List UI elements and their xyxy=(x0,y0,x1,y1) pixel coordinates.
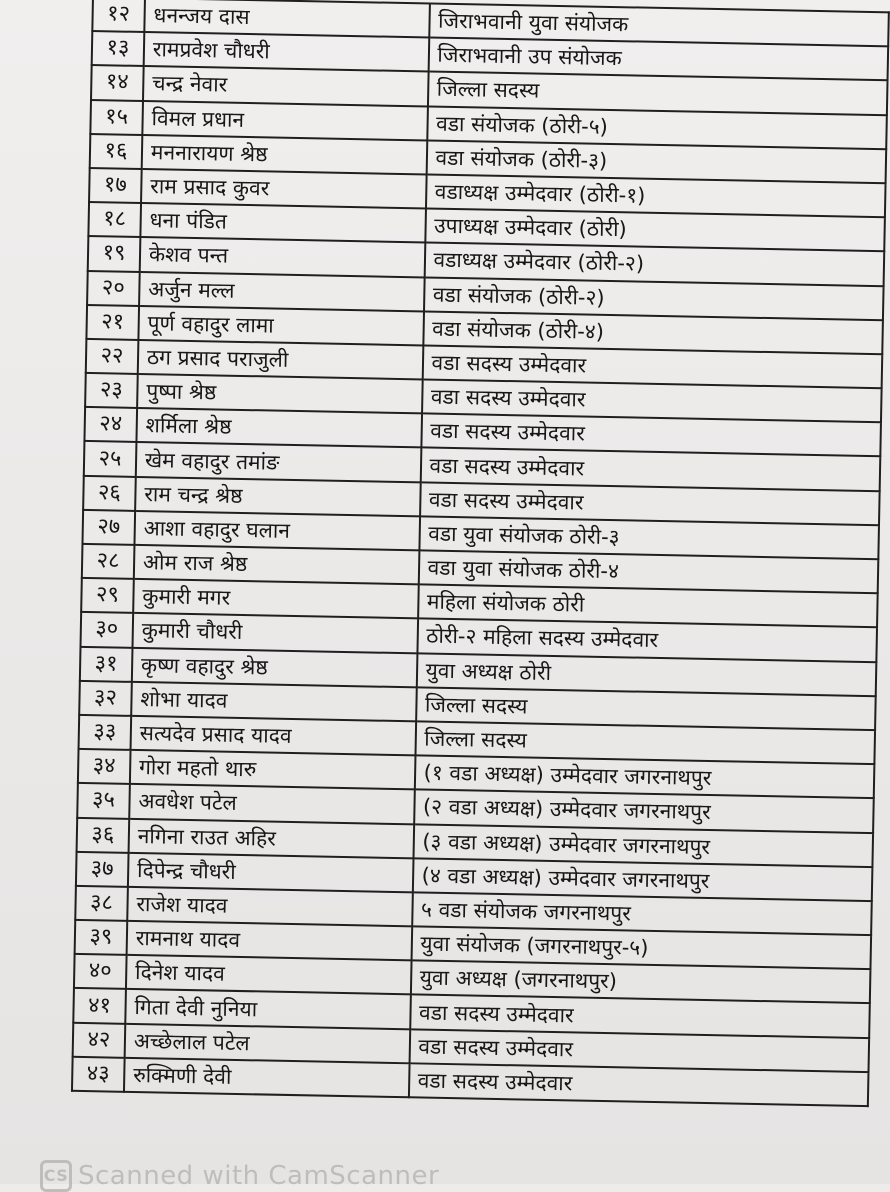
name-cell: केशव पन्त xyxy=(140,237,425,277)
name-cell: पूर्ण वहादुर लामा xyxy=(138,306,423,346)
serial-number-cell: ३१ xyxy=(80,646,133,681)
camscanner-watermark xyxy=(40,1160,439,1192)
serial-number-cell: २३ xyxy=(85,373,138,408)
serial-number-cell: २८ xyxy=(82,544,135,579)
name-cell: अवधेश पटेल xyxy=(129,784,414,824)
role-cell: वडा संयोजक (ठोरी-२) xyxy=(424,277,884,320)
serial-number-cell: २० xyxy=(87,270,140,305)
watermark-text: Scanned with CamScanner xyxy=(78,1161,440,1191)
role-cell: वडा सदस्य उम्मेदवार xyxy=(422,345,882,388)
name-cell: धनन्जय दास xyxy=(144,0,429,38)
serial-number-cell: ४० xyxy=(74,954,127,989)
member-table-body xyxy=(72,0,889,1106)
role-cell: वडा सदस्य उम्मेदवार xyxy=(421,414,881,457)
name-cell: कुमारी चौधरी xyxy=(132,613,417,653)
serial-number-cell: ३२ xyxy=(79,681,132,716)
name-cell: कृष्ण वहादुर श्रेष्ठ xyxy=(132,647,417,687)
role-cell: वडाध्यक्ष उम्मेदवार (ठोरी-२) xyxy=(424,243,884,286)
role-cell: वडा युवा संयोजक ठोरी-३ xyxy=(419,516,879,559)
serial-number-cell: ३५ xyxy=(77,783,130,818)
role-cell: युवा अध्यक्ष (जगरनाथपुर) xyxy=(410,961,870,1004)
role-cell: वडा सदस्य उम्मेदवार xyxy=(408,1063,868,1106)
name-cell: अर्जुन मल्ल xyxy=(139,271,424,311)
name-cell: गिता देवी नुनिया xyxy=(125,989,410,1029)
name-cell: रामप्रवेश चौधरी xyxy=(144,32,429,72)
role-cell: वडा सदस्य उम्मेदवार xyxy=(420,448,880,491)
role-cell: वडा सदस्य उम्मेदवार xyxy=(420,482,880,525)
role-cell: वडा संयोजक (ठोरी-४) xyxy=(423,311,883,354)
serial-number-cell: १४ xyxy=(91,65,144,100)
role-cell: जिराभवानी उप संयोजक xyxy=(428,38,888,81)
serial-number-cell: २१ xyxy=(86,305,139,340)
role-cell: (३ वडा अध्यक्ष) उम्मेदवार जगरनाथपुर xyxy=(413,824,873,867)
name-cell: चन्द्र नेवार xyxy=(143,66,428,106)
name-cell: दिपेन्द्र चौधरी xyxy=(128,853,413,893)
name-cell: गोरा महतो थारु xyxy=(130,750,415,790)
serial-number-cell: ४३ xyxy=(72,1057,125,1092)
serial-number-cell: ३६ xyxy=(77,817,130,852)
serial-number-cell: ३३ xyxy=(79,715,132,750)
role-cell: ५ वडा संयोजक जगरनाथपुर xyxy=(412,892,872,935)
serial-number-cell: १५ xyxy=(90,100,143,135)
name-cell: राम चन्द्र श्रेष्ठ xyxy=(135,477,420,517)
role-cell: जिल्ला सदस्य xyxy=(416,687,876,730)
role-cell: युवा अध्यक्ष ठोरी xyxy=(416,653,876,696)
serial-number-cell: १२ xyxy=(92,0,145,32)
name-cell: सत्यदेव प्रसाद यादव xyxy=(130,716,415,756)
role-cell: युवा संयोजक (जगरनाथपुर-५) xyxy=(411,926,871,969)
name-cell: अच्छेलाल पटेल xyxy=(125,1023,410,1063)
role-cell: (१ वडा अध्यक्ष) उम्मेदवार जगरनाथपुर xyxy=(414,755,874,798)
role-cell: वडा युवा संयोजक ठोरी-४ xyxy=(418,550,878,593)
name-cell: रुक्मिणी देवी xyxy=(124,1058,409,1098)
role-cell: (४ वडा अध्यक्ष) उम्मेदवार जगरनाथपुर xyxy=(412,858,872,901)
serial-number-cell: ३९ xyxy=(75,920,128,955)
serial-number-cell: ३४ xyxy=(78,749,131,784)
name-cell: राजेश यादव xyxy=(127,887,412,927)
serial-number-cell: ४२ xyxy=(73,1022,126,1057)
serial-number-cell: १९ xyxy=(88,236,141,271)
member-table xyxy=(71,0,890,1107)
serial-number-cell: १६ xyxy=(90,134,143,169)
serial-number-cell: २६ xyxy=(83,476,136,511)
name-cell: रामनाथ यादव xyxy=(127,921,412,961)
role-cell: ठोरी-२ महिला सदस्य उम्मेदवार xyxy=(417,619,877,662)
serial-number-cell: २५ xyxy=(84,441,137,476)
role-cell: वडा सदस्य उम्मेदवार xyxy=(410,995,870,1038)
role-cell: महिला संयोजक ठोरी xyxy=(418,585,878,628)
serial-number-cell: २९ xyxy=(81,578,134,613)
name-cell: मननारायण श्रेष्ठ xyxy=(142,135,427,175)
role-cell: जिल्ला सदस्य xyxy=(415,721,875,764)
name-cell: नगिना राउत अहिर xyxy=(128,818,413,858)
role-cell: जिराभवानी युवा संयोजक xyxy=(429,3,889,46)
serial-number-cell: २२ xyxy=(86,339,139,374)
name-cell: कुमारी मगर xyxy=(133,579,418,619)
table-sheet xyxy=(71,0,890,1107)
serial-number-cell: १८ xyxy=(88,202,141,237)
name-cell: शर्मिला श्रेष्ठ xyxy=(136,408,421,448)
name-cell: आशा वहादुर घलान xyxy=(134,511,419,551)
camscanner-logo-icon: CS xyxy=(40,1160,72,1192)
role-cell: वडा सदस्य उम्मेदवार xyxy=(409,1029,869,1072)
serial-number-cell: ३० xyxy=(81,612,134,647)
serial-number-cell: ३८ xyxy=(75,886,128,921)
role-cell: (२ वडा अध्यक्ष) उम्मेदवार जगरनाथपुर xyxy=(414,790,874,833)
role-cell: उपाध्यक्ष उम्मेदवार (ठोरी) xyxy=(425,209,885,252)
serial-number-cell: २७ xyxy=(82,510,135,545)
name-cell: ठग प्रसाद पराजुली xyxy=(138,340,423,380)
serial-number-cell: ३७ xyxy=(76,852,129,887)
name-cell: ओम राज श्रेष्ठ xyxy=(134,545,419,585)
name-cell: विमल प्रधान xyxy=(142,101,427,141)
role-cell: वडा संयोजक (ठोरी-५) xyxy=(427,106,887,149)
serial-number-cell: २४ xyxy=(84,407,137,442)
name-cell: धना पंडित xyxy=(140,203,425,243)
role-cell: वडाध्यक्ष उम्मेदवार (ठोरी-१) xyxy=(425,174,885,217)
name-cell: पुष्पा श्रेष्ठ xyxy=(137,374,422,414)
role-cell: वडा संयोजक (ठोरी-३) xyxy=(426,140,886,183)
role-cell: जिल्ला सदस्य xyxy=(427,72,887,115)
serial-number-cell: १७ xyxy=(89,168,142,203)
serial-number-cell: ४१ xyxy=(73,988,126,1023)
serial-number-cell: १३ xyxy=(92,31,145,66)
name-cell: शोभा यादव xyxy=(131,682,416,722)
name-cell: दिनेश यादव xyxy=(126,955,411,995)
role-cell: वडा सदस्य उम्मेदवार xyxy=(422,379,882,422)
name-cell: खेम वहादुर तमांङ xyxy=(136,442,421,482)
name-cell: राम प्रसाद कुवर xyxy=(141,169,426,209)
